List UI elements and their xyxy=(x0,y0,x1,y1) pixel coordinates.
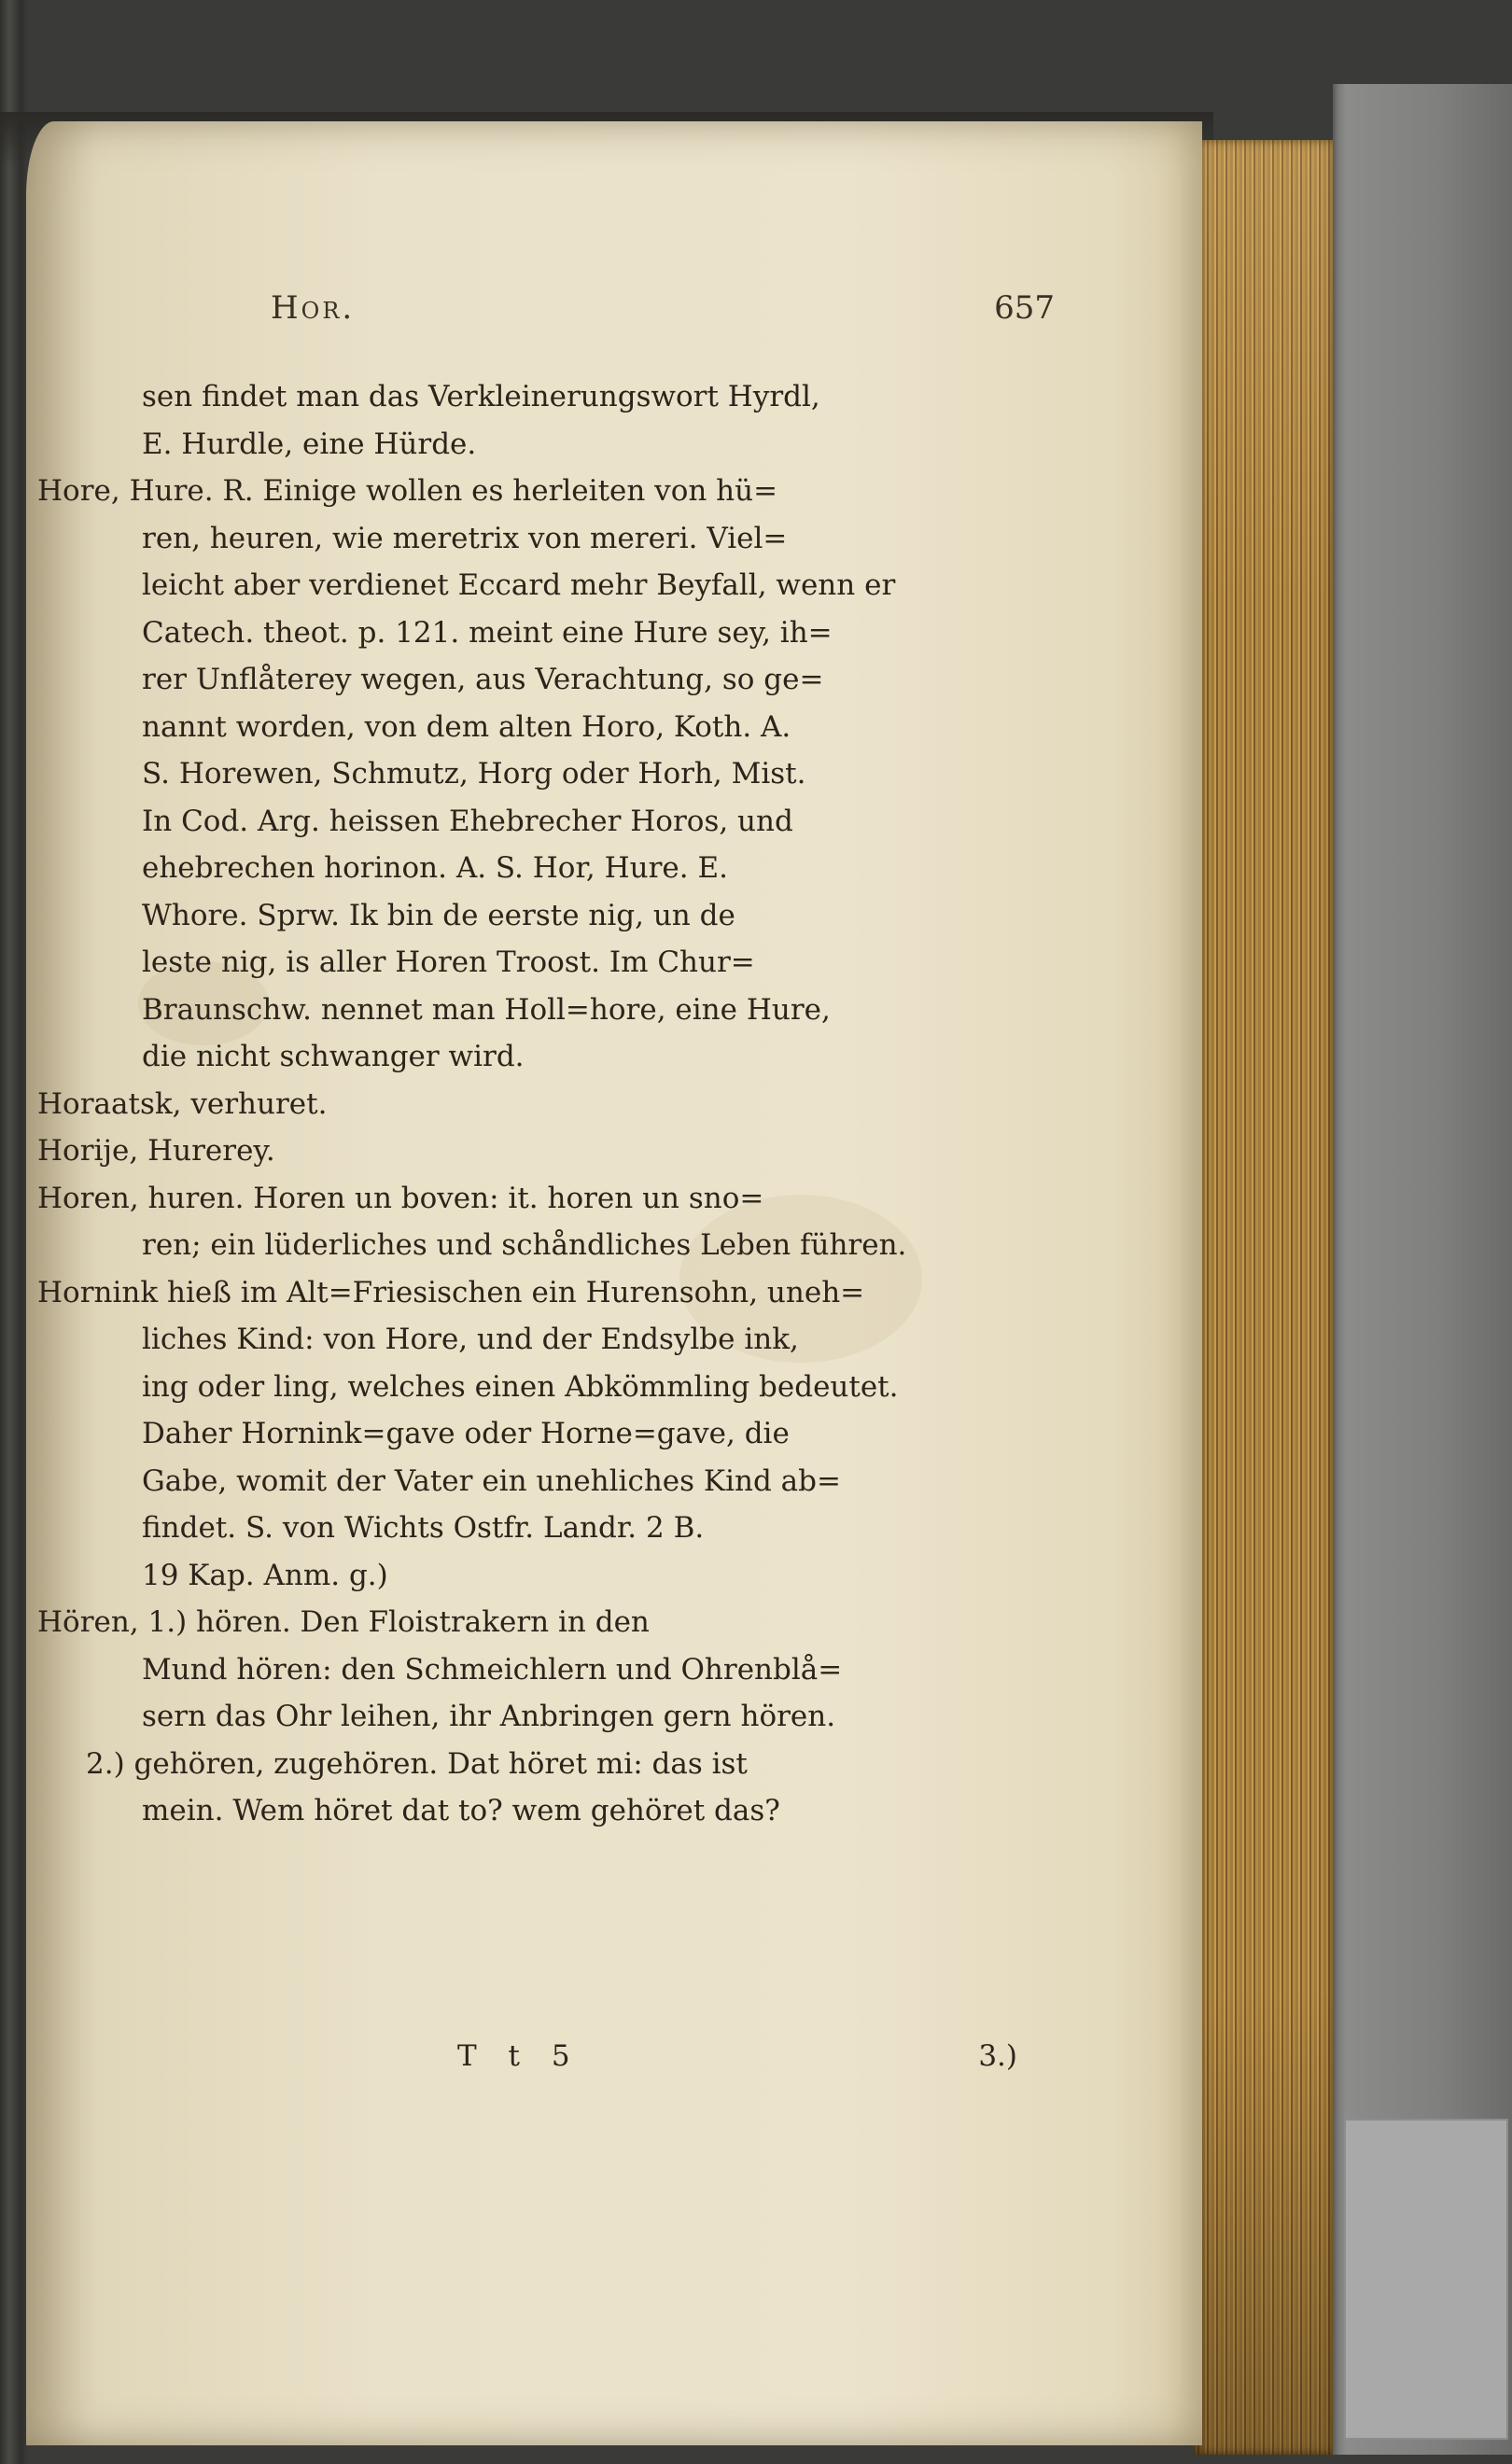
text-line: leicht aber verdienet Eccard mehr Beyfall, wenn er xyxy=(142,568,896,602)
text-line: Braunschw. nennet man Holl=hore, eine Hure, xyxy=(142,992,831,1027)
signature-mark: T t 5 xyxy=(457,2039,581,2073)
text-line: Mund hören: den Schmeichlern und Ohrenblå= xyxy=(142,1652,843,1687)
text-line: E. Hurdle, eine Hürde. xyxy=(142,427,477,461)
text-line: findet. S. von Wichts Ostfr. Landr. 2 B. xyxy=(142,1511,705,1545)
entry-line: Horaatsk, verhuret. xyxy=(37,1086,328,1121)
catchword: 3.) xyxy=(978,2039,1017,2073)
book-cover xyxy=(1333,84,1512,2455)
text-line: ren; ein lüderliches und schåndliches Leben führen. xyxy=(142,1228,907,1262)
text-line: die nicht schwanger wird. xyxy=(142,1040,525,1073)
text-line: 2.) gehören, zugehören. Dat höret mi: das ist xyxy=(86,1746,748,1781)
text-line: ren, heuren, wie meretrix von mereri. Viel= xyxy=(142,521,788,555)
text-line: mein. Wem höret dat to? wem gehöret das? xyxy=(142,1794,780,1827)
entry-line: Hören, 1.) hören. Den Floistrakern in den xyxy=(37,1605,650,1639)
page-footer xyxy=(37,2039,1017,2086)
text-line: leste nig, is aller Horen Troost. Im Chur= xyxy=(142,945,755,979)
text-line: sern das Ohr leihen, ihr Anbringen gern hören. xyxy=(142,1700,836,1733)
text-line: Daher Hornink=gave oder Horne=gave, die xyxy=(142,1417,790,1450)
text-line: In Cod. Arg. heissen Ehebrecher Horos, und xyxy=(142,804,793,838)
entry-line: Horije, Hurerey. xyxy=(37,1134,275,1168)
text-line: ing oder ling, welches einen Abkömmling bedeutet. xyxy=(142,1369,899,1404)
text-line: Gabe, womit der Vater ein unehliches Kind ab= xyxy=(142,1463,841,1498)
text-line: Whore. Sprw. Ik bin de eerste nig, un de xyxy=(142,898,735,932)
entry-line: Hornink hieß im Alt=Friesischen ein Hurensohn, uneh= xyxy=(37,1275,865,1309)
dictionary-text xyxy=(37,373,1017,1835)
header-title: Hor. xyxy=(271,289,356,327)
running-header xyxy=(271,289,1055,336)
text-line: ehebrechen horinon. A. S. Hor, Hure. E. xyxy=(142,851,728,885)
text-line: liches Kind: von Hore, und der Endsylbe ink, xyxy=(142,1323,799,1356)
text-line: 19 Kap. Anm. g.) xyxy=(142,1558,388,1592)
page-number: 657 xyxy=(994,289,1055,327)
entry-line: Hore, Hure. R. Einige wollen es herleiten von hü= xyxy=(37,474,778,508)
text-line: sen findet man das Verkleinerungswort Hyrdl, xyxy=(142,380,820,413)
text-line: S. Horewen, Schmutz, Horg oder Horh, Mist. xyxy=(142,757,806,791)
text-line: nannt worden, von dem alten Horo, Koth. A. xyxy=(142,709,791,744)
text-line: Catech. theot. p. 121. meint eine Hure sey, ih= xyxy=(142,615,833,650)
entry-line: Horen, huren. Horen un boven: it. horen un sno= xyxy=(37,1181,764,1215)
cover-band xyxy=(1344,2119,1508,2440)
page-edges xyxy=(1193,140,1333,2455)
text-line: rer Unflåterey wegen, aus Verachtung, so ge= xyxy=(142,663,824,696)
